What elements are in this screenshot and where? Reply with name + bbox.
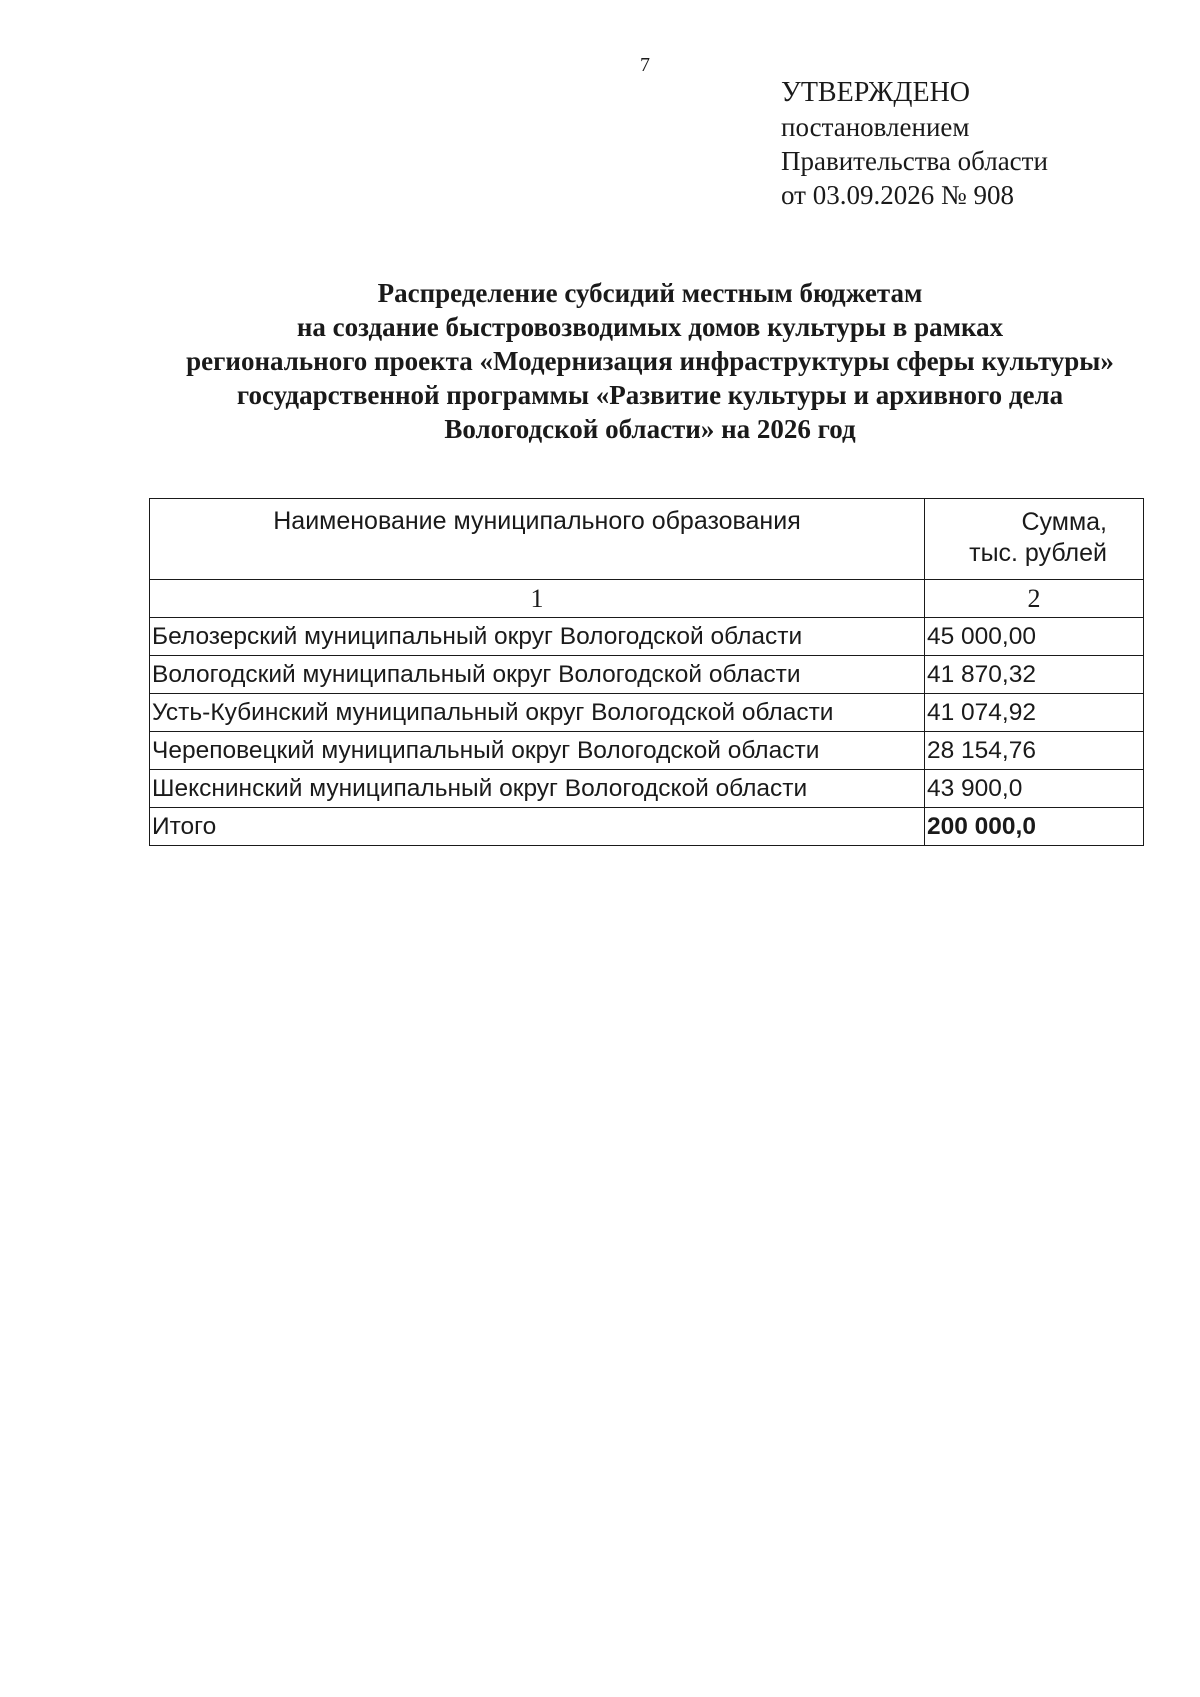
header-municipality: Наименование муниципального образования	[150, 499, 925, 580]
subsidy-amount: 43 900,0	[925, 770, 1144, 808]
table-header-row	[150, 499, 1144, 580]
title-line-4: государственной программы «Развитие культуры и архивного дела	[236, 380, 1064, 410]
table-row	[150, 618, 1144, 656]
document-title	[130, 276, 1170, 446]
table-row	[150, 656, 1144, 694]
subsidy-amount: 28 154,76	[925, 732, 1144, 770]
title-line-3: регионального проекта «Модернизация инфраструктуры сферы культуры»	[186, 346, 1114, 376]
title-line-2: на создание быстровозводимых домов культуры в рамках	[296, 312, 1004, 342]
approval-line-approved: УТВЕРЖДЕНО	[781, 77, 971, 108]
municipality-name: Вологодский муниципальный округ Вологодской области	[150, 656, 925, 694]
header-amount-line-1: Сумма,	[1021, 508, 1107, 536]
table-row	[150, 732, 1144, 770]
table-row	[150, 694, 1144, 732]
subsidy-amount: 45 000,00	[925, 618, 1144, 656]
municipality-name: Череповецкий муниципальный округ Вологодской области	[150, 732, 925, 770]
column-number-row	[150, 580, 1144, 618]
subsidy-amount: 41 074,92	[925, 694, 1144, 732]
header-amount-line-2: тыс. рублей	[969, 539, 1107, 567]
total-row	[150, 808, 1144, 846]
approval-stamp	[781, 76, 1048, 212]
title-line-1: Распределение субсидий местным бюджетам	[377, 278, 923, 308]
municipality-name: Усть-Кубинский муниципальный округ Вологодской области	[150, 694, 925, 732]
total-amount: 200 000,0	[925, 808, 1144, 846]
table-row	[150, 770, 1144, 808]
municipality-name: Шекснинский муниципальный округ Вологодской области	[150, 770, 925, 808]
header-amount	[925, 499, 1144, 580]
subsidy-table	[149, 498, 1144, 846]
approval-line-date: от 03.09.2026 № 908	[781, 180, 1014, 210]
approval-line-resolution: постановлением	[781, 112, 970, 142]
subsidy-amount: 41 870,32	[925, 656, 1144, 694]
title-line-5: Вологодской области» на 2026 год	[444, 414, 856, 444]
page-number: 7	[640, 54, 650, 76]
municipality-name: Белозерский муниципальный округ Вологодской области	[150, 618, 925, 656]
column-number: 2	[925, 580, 1144, 618]
total-label: Итого	[150, 808, 925, 846]
approval-line-government: Правительства области	[781, 146, 1048, 176]
column-number: 1	[150, 580, 925, 618]
